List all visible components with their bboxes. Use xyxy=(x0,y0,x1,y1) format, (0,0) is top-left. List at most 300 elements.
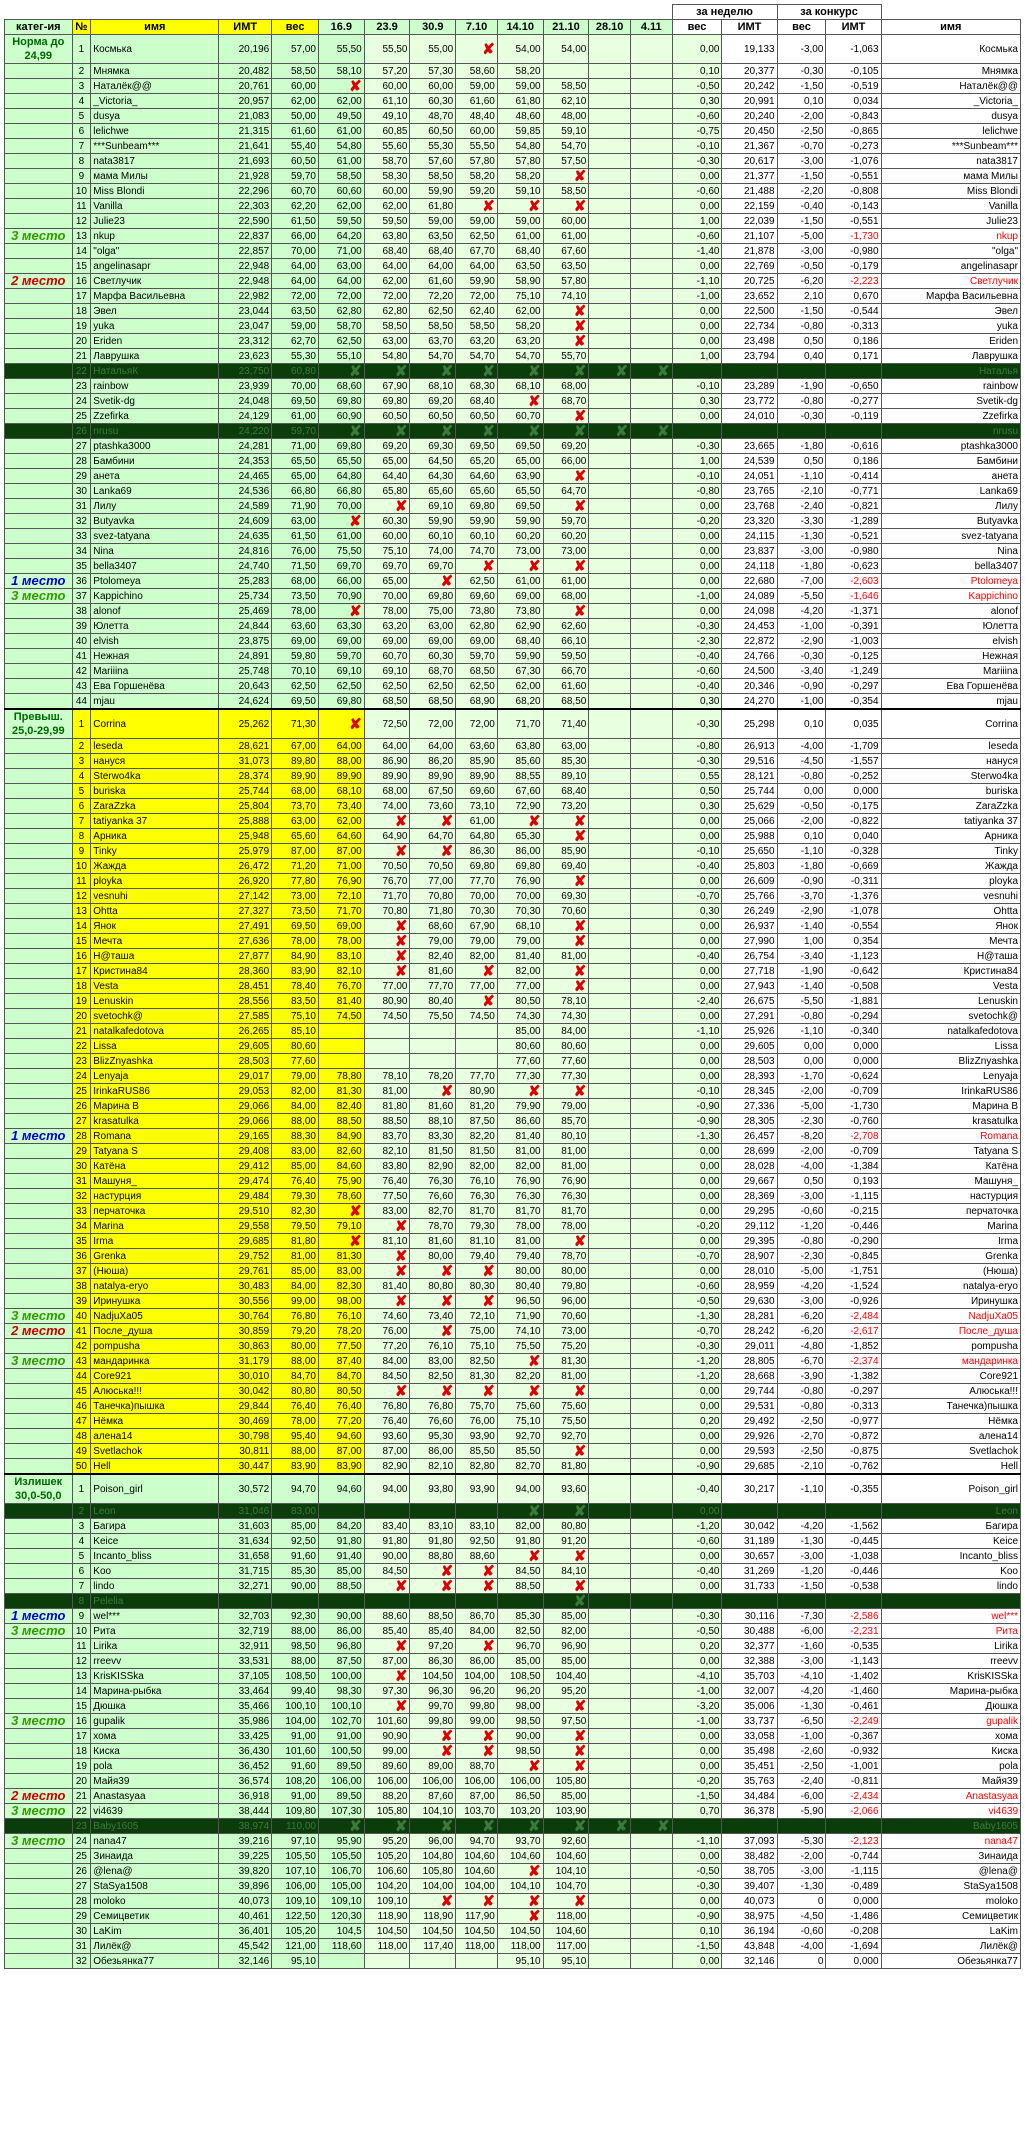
table-row xyxy=(5,319,1021,334)
cell-value: 105,80 xyxy=(410,1864,456,1879)
cell-value: 27,990 xyxy=(722,934,777,949)
cell-value: 77,70 xyxy=(456,874,498,889)
cell-value xyxy=(630,1744,672,1759)
table-row xyxy=(5,649,1021,664)
place-label: 3 место xyxy=(11,1308,66,1323)
cell-value: 73,80 xyxy=(497,604,543,619)
cell-value: 24,048 xyxy=(219,394,272,409)
cell-value: 61,80 xyxy=(410,199,456,214)
cell-value xyxy=(589,319,631,334)
cell-value: 24,766 xyxy=(722,649,777,664)
cell-value: 6 xyxy=(72,124,91,139)
cell-value: 41 xyxy=(72,649,91,664)
cell-value: -1,115 xyxy=(826,1864,881,1879)
participant-name: мандаринка xyxy=(91,1354,219,1369)
cell-value xyxy=(630,1849,672,1864)
cell-value: 63,00 xyxy=(318,259,364,274)
cell-value: -1,00 xyxy=(672,589,722,604)
cell-value: -0,980 xyxy=(826,244,881,259)
cell-value: 91,80 xyxy=(364,1534,410,1549)
participant-name: Арника xyxy=(91,829,219,844)
cell-value: 93,70 xyxy=(497,1834,543,1849)
category-cell xyxy=(5,1399,73,1414)
cell-value: 77,50 xyxy=(364,1189,410,1204)
cell-value: 65,00 xyxy=(364,574,410,589)
cell-value: 121,00 xyxy=(272,1939,319,1954)
participant-name: Pelelia xyxy=(91,1594,219,1609)
name-right-header: имя xyxy=(881,20,1020,35)
cell-value: 33,464 xyxy=(219,1684,272,1699)
cell-value xyxy=(589,1459,631,1475)
cell-value: -0,90 xyxy=(672,1114,722,1129)
participant-name-right: StaSya1508 xyxy=(881,1879,1020,1894)
cell-value: 104,50 xyxy=(410,1669,456,1684)
cell-value: 0 xyxy=(777,1894,826,1909)
cell-value: 20,617 xyxy=(722,154,777,169)
cell-value: 29,752 xyxy=(219,1249,272,1264)
cell-value: 75,60 xyxy=(543,1399,589,1414)
cell-value xyxy=(589,1624,631,1639)
cell-value xyxy=(589,1039,631,1054)
cell-value: 105,80 xyxy=(364,1804,410,1819)
cell-value xyxy=(630,529,672,544)
category-cell xyxy=(5,949,73,964)
cell-value: 81,00 xyxy=(543,1159,589,1174)
cell-value: 31,046 xyxy=(219,1504,272,1519)
cell-value: 23,875 xyxy=(219,634,272,649)
cell-value xyxy=(630,1399,672,1414)
cell-value xyxy=(630,1129,672,1144)
cell-value: -2,223 xyxy=(826,274,881,289)
cell-value: -0,80 xyxy=(777,1009,826,1024)
cell-value: 88,10 xyxy=(410,1114,456,1129)
cell-value: 12 xyxy=(72,889,91,904)
cell-value: 68,10 xyxy=(318,784,364,799)
cell-value: 85,10 xyxy=(272,1024,319,1039)
category-cell xyxy=(5,784,73,799)
cell-value xyxy=(630,109,672,124)
missed-mark: ✘ xyxy=(543,409,589,424)
cell-value: 81,30 xyxy=(318,1084,364,1099)
missed-mark: ✘ xyxy=(543,1084,589,1099)
cell-value: 84,50 xyxy=(364,1369,410,1384)
cell-value: 82,90 xyxy=(364,1459,410,1475)
cell-value: 77,60 xyxy=(497,1054,543,1069)
cell-value: 77,80 xyxy=(272,874,319,889)
cell-value: 70,80 xyxy=(410,889,456,904)
cell-value: 61,00 xyxy=(456,814,498,829)
cell-value: 97,50 xyxy=(543,1714,589,1729)
cell-value: 75,90 xyxy=(318,1174,364,1189)
cell-value: 63,30 xyxy=(318,619,364,634)
missed-mark: ✘ xyxy=(364,1384,410,1399)
table-row xyxy=(5,709,1021,739)
table-row xyxy=(5,1774,1021,1789)
cell-value xyxy=(589,1924,631,1939)
table-row xyxy=(5,859,1021,874)
cell-value xyxy=(630,1054,672,1069)
cell-value: 0,00 xyxy=(672,1894,722,1909)
cell-value xyxy=(589,1639,631,1654)
cell-value: 84,00 xyxy=(543,1024,589,1039)
table-row xyxy=(5,1294,1021,1309)
cell-value: 24,740 xyxy=(219,559,272,574)
cell-value: 0,00 xyxy=(672,814,722,829)
cell-value: 25,948 xyxy=(219,829,272,844)
cell-value xyxy=(589,1069,631,1084)
cell-value xyxy=(777,1819,826,1834)
missed-mark: ✘ xyxy=(543,1729,589,1744)
cell-value: 0,00 xyxy=(672,304,722,319)
cell-value: 29,516 xyxy=(722,754,777,769)
cell-value: 80,40 xyxy=(410,994,456,1009)
cell-value: 82,40 xyxy=(410,949,456,964)
cell-value: -5,50 xyxy=(777,589,826,604)
cell-value xyxy=(630,1279,672,1294)
cell-value xyxy=(630,1384,672,1399)
cell-value: 58,50 xyxy=(543,79,589,94)
cell-value: 60,10 xyxy=(410,529,456,544)
cell-value: 92,50 xyxy=(456,1534,498,1549)
missed-mark: ✘ xyxy=(589,364,631,379)
cell-value: 91,60 xyxy=(272,1759,319,1774)
cell-value: 25 xyxy=(72,409,91,424)
cell-value: -3,00 xyxy=(777,1549,826,1564)
category-cell xyxy=(5,1234,73,1249)
cell-value: -1,143 xyxy=(826,1654,881,1669)
cell-value: -1,460 xyxy=(826,1684,881,1699)
cell-value: 85,00 xyxy=(543,1609,589,1624)
cell-value: 72,10 xyxy=(318,889,364,904)
participant-name: Танечка)пышка xyxy=(91,1399,219,1414)
cell-value: -0,80 xyxy=(672,484,722,499)
participant-name-right: Лилёк@ xyxy=(881,1939,1020,1954)
cell-value xyxy=(722,364,777,379)
cell-value: 28,345 xyxy=(722,1084,777,1099)
category-cell xyxy=(5,1624,73,1639)
cell-value xyxy=(630,1594,672,1609)
cell-value xyxy=(589,1579,631,1594)
cell-value: 29,011 xyxy=(722,1339,777,1354)
category-cell xyxy=(5,1264,73,1279)
cell-value: 54,70 xyxy=(410,349,456,364)
cell-value: 74,50 xyxy=(364,1009,410,1024)
cell-value xyxy=(630,1564,672,1579)
cell-value: 93,90 xyxy=(456,1474,498,1504)
cell-value xyxy=(630,229,672,244)
cell-value: 55,50 xyxy=(456,139,498,154)
cell-value: 90,00 xyxy=(364,1549,410,1564)
cell-value: 60,50 xyxy=(456,409,498,424)
cell-value: 65,60 xyxy=(410,484,456,499)
missed-mark: ✘ xyxy=(543,1504,589,1519)
cell-value: 83,80 xyxy=(364,1159,410,1174)
cell-value: 23,652 xyxy=(722,289,777,304)
participant-name: НатальяК xyxy=(91,364,219,379)
missed-mark: ✘ xyxy=(364,844,410,859)
participant-name: Юлетта xyxy=(91,619,219,634)
cell-value: 60,70 xyxy=(497,409,543,424)
category-cell xyxy=(5,259,73,274)
cell-value: -3,00 xyxy=(777,1864,826,1879)
cell-value: 11 xyxy=(72,199,91,214)
cell-value: 60,00 xyxy=(364,79,410,94)
cell-value: 42 xyxy=(72,664,91,679)
cell-value: 104,80 xyxy=(410,1849,456,1864)
cell-value: 104,10 xyxy=(497,1879,543,1894)
cell-value: -2,00 xyxy=(777,1084,826,1099)
participant-name-right: lelichwe xyxy=(881,124,1020,139)
cell-value: 81,00 xyxy=(543,1144,589,1159)
cell-value xyxy=(777,424,826,439)
table-row xyxy=(5,1879,1021,1894)
cell-value: 64,70 xyxy=(410,829,456,844)
cell-value xyxy=(630,1444,672,1459)
cell-value: -1,80 xyxy=(777,439,826,454)
cell-value: -1,751 xyxy=(826,1264,881,1279)
category-cell xyxy=(5,124,73,139)
cell-value: 29,053 xyxy=(219,1084,272,1099)
cell-value: -2,30 xyxy=(777,1114,826,1129)
participant-name-right: Nina xyxy=(881,544,1020,559)
missed-mark: ✘ xyxy=(364,949,410,964)
cell-value: 79,40 xyxy=(497,1249,543,1264)
missed-mark: ✘ xyxy=(364,1819,410,1834)
cell-value: 54,70 xyxy=(456,349,498,364)
cell-value: 80,90 xyxy=(364,994,410,1009)
cell-value: 80,80 xyxy=(543,1519,589,1534)
participant-name: Vanilla xyxy=(91,199,219,214)
cell-value: 109,10 xyxy=(272,1894,319,1909)
cell-value: -0,354 xyxy=(826,694,881,710)
participant-name-right: pola xyxy=(881,1759,1020,1774)
cell-value xyxy=(589,1219,631,1234)
cell-value: -0,30 xyxy=(672,619,722,634)
cell-value: 27,327 xyxy=(219,904,272,919)
cell-value: -0,822 xyxy=(826,814,881,829)
cell-value: 71,30 xyxy=(272,709,319,739)
cell-value: 27,291 xyxy=(722,1009,777,1024)
cell-value xyxy=(589,1189,631,1204)
cell-value: 38,482 xyxy=(722,1849,777,1864)
missed-mark: ✘ xyxy=(318,424,364,439)
participant-name-right: Vesta xyxy=(881,979,1020,994)
category-cell xyxy=(5,319,73,334)
participant-name-right: Ohtta xyxy=(881,904,1020,919)
cell-value xyxy=(630,889,672,904)
cell-value: 69,80 xyxy=(364,394,410,409)
cell-value: 72,00 xyxy=(456,289,498,304)
participant-name-right: lindo xyxy=(881,1579,1020,1594)
missed-mark: ✘ xyxy=(543,1699,589,1714)
category-cell xyxy=(5,1564,73,1579)
cell-value: 60,00 xyxy=(543,214,589,229)
cell-value: -4,00 xyxy=(777,739,826,754)
cell-value: 61,00 xyxy=(543,229,589,244)
cell-value: 21 xyxy=(72,1789,91,1804)
place-label: 2 место xyxy=(11,1323,66,1338)
participant-name: Мечта xyxy=(91,934,219,949)
table-row xyxy=(5,259,1021,274)
cell-value xyxy=(456,1054,498,1069)
cell-value: 30,556 xyxy=(219,1294,272,1309)
cell-value: 68,40 xyxy=(410,244,456,259)
cell-value: 85,40 xyxy=(410,1624,456,1639)
cell-value: -1,60 xyxy=(777,1639,826,1654)
participant-name-right: Семицветик xyxy=(881,1909,1020,1924)
cell-value: -0,642 xyxy=(826,964,881,979)
table-row xyxy=(5,1039,1021,1054)
table-row xyxy=(5,544,1021,559)
cell-value: 69,00 xyxy=(318,919,364,934)
cell-value: 0,00 xyxy=(672,1759,722,1774)
cell-value: -0,125 xyxy=(826,649,881,664)
cell-value: -2,70 xyxy=(777,1429,826,1444)
cell-value: 2 xyxy=(72,64,91,79)
cell-value: 23,044 xyxy=(219,304,272,319)
cell-value: 79,00 xyxy=(543,1099,589,1114)
cell-value: 0,00 xyxy=(672,1729,722,1744)
cell-value: 64,00 xyxy=(364,259,410,274)
category-cell xyxy=(5,514,73,529)
cell-value: 78,20 xyxy=(410,1069,456,1084)
cell-value: 64,00 xyxy=(318,274,364,289)
cell-value: 29,066 xyxy=(219,1114,272,1129)
cell-value: 59,70 xyxy=(318,649,364,664)
cell-value: 21,641 xyxy=(219,139,272,154)
cell-value: -1,20 xyxy=(672,1354,722,1369)
cell-value: 92,70 xyxy=(497,1429,543,1444)
cell-value: -2,20 xyxy=(777,184,826,199)
cell-value: 98,50 xyxy=(272,1639,319,1654)
missed-mark: ✘ xyxy=(543,499,589,514)
cell-value: 35,006 xyxy=(722,1699,777,1714)
cell-value: 31,269 xyxy=(722,1564,777,1579)
category-cell xyxy=(5,1369,73,1384)
cell-value: 64,30 xyxy=(410,469,456,484)
table-row xyxy=(5,1534,1021,1549)
table-row xyxy=(5,484,1021,499)
cell-value: 64,00 xyxy=(364,739,410,754)
category-cell xyxy=(5,844,73,859)
category-cell xyxy=(5,229,73,244)
cell-value: 70,30 xyxy=(497,904,543,919)
participant-name-right: Miss Blondi xyxy=(881,184,1020,199)
cell-value: 69,50 xyxy=(272,919,319,934)
missed-mark: ✘ xyxy=(456,1579,498,1594)
cell-value: -0,872 xyxy=(826,1429,881,1444)
cell-value xyxy=(364,1594,410,1609)
cell-value: -2,00 xyxy=(777,814,826,829)
cell-value: 24,635 xyxy=(219,529,272,544)
cell-value: 76,80 xyxy=(410,1399,456,1414)
cell-value: 26,675 xyxy=(722,994,777,1009)
cell-value: 0,00 xyxy=(672,874,722,889)
cell-value: 70,50 xyxy=(364,859,410,874)
cell-value: 36,378 xyxy=(722,1804,777,1819)
cell-value xyxy=(589,1324,631,1339)
cell-value xyxy=(630,799,672,814)
cell-value: 22,769 xyxy=(722,259,777,274)
cell-value: 49,50 xyxy=(318,109,364,124)
cell-value: 28,621 xyxy=(219,739,272,754)
cell-value: 31,603 xyxy=(219,1519,272,1534)
category-cell xyxy=(5,934,73,949)
cell-value: 60,20 xyxy=(497,529,543,544)
cell-value xyxy=(630,1774,672,1789)
cell-value: -1,00 xyxy=(672,289,722,304)
cell-value: 94,70 xyxy=(456,1834,498,1849)
cell-value: 87,50 xyxy=(456,1114,498,1129)
cell-value: 86,00 xyxy=(456,1654,498,1669)
cell-value: 14 xyxy=(72,1684,91,1699)
table-row xyxy=(5,469,1021,484)
table-row xyxy=(5,934,1021,949)
cell-value: 81,30 xyxy=(318,1249,364,1264)
cell-value: 46 xyxy=(72,1399,91,1414)
cell-value: 38,705 xyxy=(722,1864,777,1879)
cell-value: 72,00 xyxy=(364,289,410,304)
cell-value: 69,50 xyxy=(272,694,319,710)
table-row xyxy=(5,1264,1021,1279)
cell-value xyxy=(589,1204,631,1219)
cell-value: 63,00 xyxy=(543,739,589,754)
cell-value: 68,10 xyxy=(497,919,543,934)
cell-value xyxy=(630,559,672,574)
category-cell xyxy=(5,424,73,439)
cell-value: 96,20 xyxy=(497,1684,543,1699)
category-cell xyxy=(5,499,73,514)
cell-value: 29,926 xyxy=(722,1429,777,1444)
missed-mark: ✘ xyxy=(589,1819,631,1834)
cell-value xyxy=(497,1594,543,1609)
contest-group-header: за конкурс xyxy=(777,5,881,20)
table-row xyxy=(5,304,1021,319)
cell-value: 69,00 xyxy=(410,634,456,649)
cell-value xyxy=(630,1219,672,1234)
cell-value xyxy=(589,1159,631,1174)
weight-contest-table xyxy=(4,4,1021,1969)
participant-name: Марина-рыбка xyxy=(91,1684,219,1699)
cell-value: -0,535 xyxy=(826,1639,881,1654)
cell-value: 77,70 xyxy=(410,979,456,994)
cell-value: -0,30 xyxy=(672,439,722,454)
cell-value: -0,10 xyxy=(672,1084,722,1099)
cell-value: 67,50 xyxy=(410,784,456,799)
cell-value: -5,90 xyxy=(777,1804,826,1819)
cell-value xyxy=(630,934,672,949)
cell-value: -1,80 xyxy=(777,859,826,874)
cell-value: 84,00 xyxy=(272,1099,319,1114)
participant-name-right: Keice xyxy=(881,1534,1020,1549)
category-cell xyxy=(5,1894,73,1909)
cell-value: 32,911 xyxy=(219,1639,272,1654)
cell-value: -3,30 xyxy=(777,514,826,529)
cell-value xyxy=(589,1444,631,1459)
cell-value: -0,551 xyxy=(826,169,881,184)
cell-value: 108,50 xyxy=(497,1669,543,1684)
cell-value: 22,982 xyxy=(219,289,272,304)
cell-value: -3,00 xyxy=(777,1294,826,1309)
cell-value xyxy=(589,649,631,664)
participant-name-right: ptashka3000 xyxy=(881,439,1020,454)
cell-value: -1,00 xyxy=(777,1729,826,1744)
cell-value: 36,194 xyxy=(722,1924,777,1939)
cell-value: 92,50 xyxy=(272,1534,319,1549)
cell-value: 81,40 xyxy=(318,994,364,1009)
cell-value: 30,572 xyxy=(219,1474,272,1504)
cell-value: -1,30 xyxy=(672,1129,722,1144)
